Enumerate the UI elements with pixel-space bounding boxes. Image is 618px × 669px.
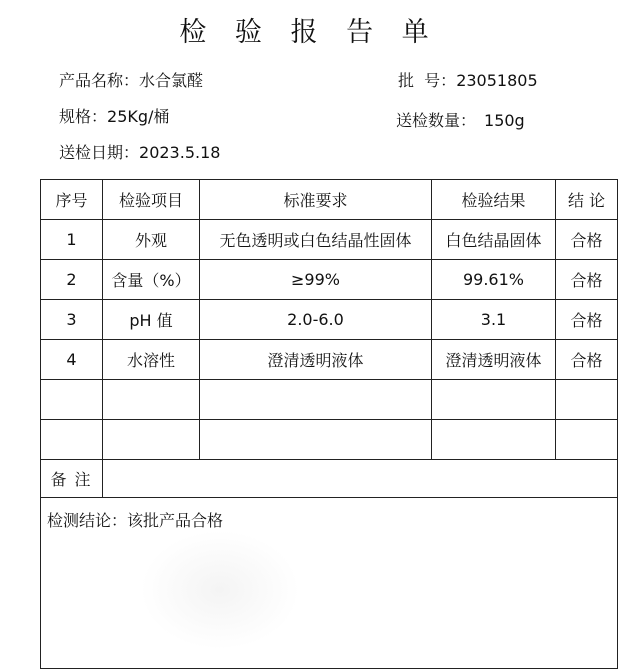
- qty-label: 送检数量：: [396, 111, 477, 130]
- document-title: 检 验 报 告 单: [179, 17, 439, 48]
- remark-row: [41, 460, 618, 498]
- cell-item: 外观: [103, 220, 200, 260]
- cell-result: 3.1: [432, 300, 556, 340]
- cell-seq: 4: [41, 340, 103, 380]
- cell-seq: 3: [41, 300, 103, 340]
- cell-result: 澄清透明液体: [432, 340, 556, 380]
- cell-conclusion: 合格: [556, 300, 618, 340]
- cell-item: 水溶性: [103, 340, 200, 380]
- product-name-label: 产品名称：: [59, 71, 140, 90]
- table-row-empty: [41, 380, 618, 420]
- remark-label: 备注: [41, 460, 103, 498]
- cell-item: 含量（%）: [103, 260, 200, 300]
- table-row-empty: [41, 420, 618, 460]
- cell-result: [432, 420, 556, 460]
- cell-standard: [200, 380, 432, 420]
- cell-seq: [41, 380, 103, 420]
- cell-result: [432, 380, 556, 420]
- batch-field: [398, 71, 538, 91]
- product-name-value: 水合氯醛: [139, 71, 204, 90]
- table-row: [41, 340, 618, 380]
- date-label: 送检日期：: [59, 143, 140, 162]
- cell-standard: 澄清透明液体: [200, 340, 432, 380]
- inspection-table: [40, 179, 618, 669]
- cell-seq: 2: [41, 260, 103, 300]
- header-cell-seq: 序号: [41, 180, 103, 220]
- date-value: 2023.5.18: [139, 143, 221, 162]
- cell-item: [103, 420, 200, 460]
- cell-conclusion: [556, 420, 618, 460]
- cell-item: [103, 380, 200, 420]
- header-cell-conclusion: 结 论: [556, 180, 618, 220]
- cell-result: 99.61%: [432, 260, 556, 300]
- table-row: [41, 300, 618, 340]
- table-row: [41, 260, 618, 300]
- table-row: [41, 220, 618, 260]
- cell-standard: [200, 420, 432, 460]
- remark-value-cell: [103, 460, 618, 498]
- cell-seq: [41, 420, 103, 460]
- product-name-field: [59, 71, 203, 91]
- cell-standard: 2.0-6.0: [200, 300, 432, 340]
- cell-conclusion: 合格: [556, 260, 618, 300]
- conclusion-row: [41, 498, 618, 669]
- header-cell-item: 检验项目: [103, 180, 200, 220]
- date-field: [59, 143, 220, 163]
- cell-result: 白色结晶固体: [432, 220, 556, 260]
- batch-value: 23051805: [456, 71, 538, 90]
- batch-label: 批 号：: [398, 71, 457, 90]
- spec-value: 25Kg/桶: [107, 107, 170, 126]
- cell-standard: 无色透明或白色结晶性固体: [200, 220, 432, 260]
- cell-seq: 1: [41, 220, 103, 260]
- spec-label: 规格：: [59, 107, 108, 126]
- header-cell-standard: 标准要求: [200, 180, 432, 220]
- cell-conclusion: [556, 380, 618, 420]
- table-header-row: [41, 180, 618, 220]
- header-cell-result: 检验结果: [432, 180, 556, 220]
- qty-field: [396, 111, 525, 131]
- spec-field: [59, 107, 169, 127]
- qty-value: 150g: [484, 111, 525, 130]
- conclusion-text: 检测结论：该批产品合格: [41, 498, 618, 669]
- cell-conclusion: 合格: [556, 220, 618, 260]
- cell-item: pH 值: [103, 300, 200, 340]
- cell-standard: ≥99%: [200, 260, 432, 300]
- cell-conclusion: 合格: [556, 340, 618, 380]
